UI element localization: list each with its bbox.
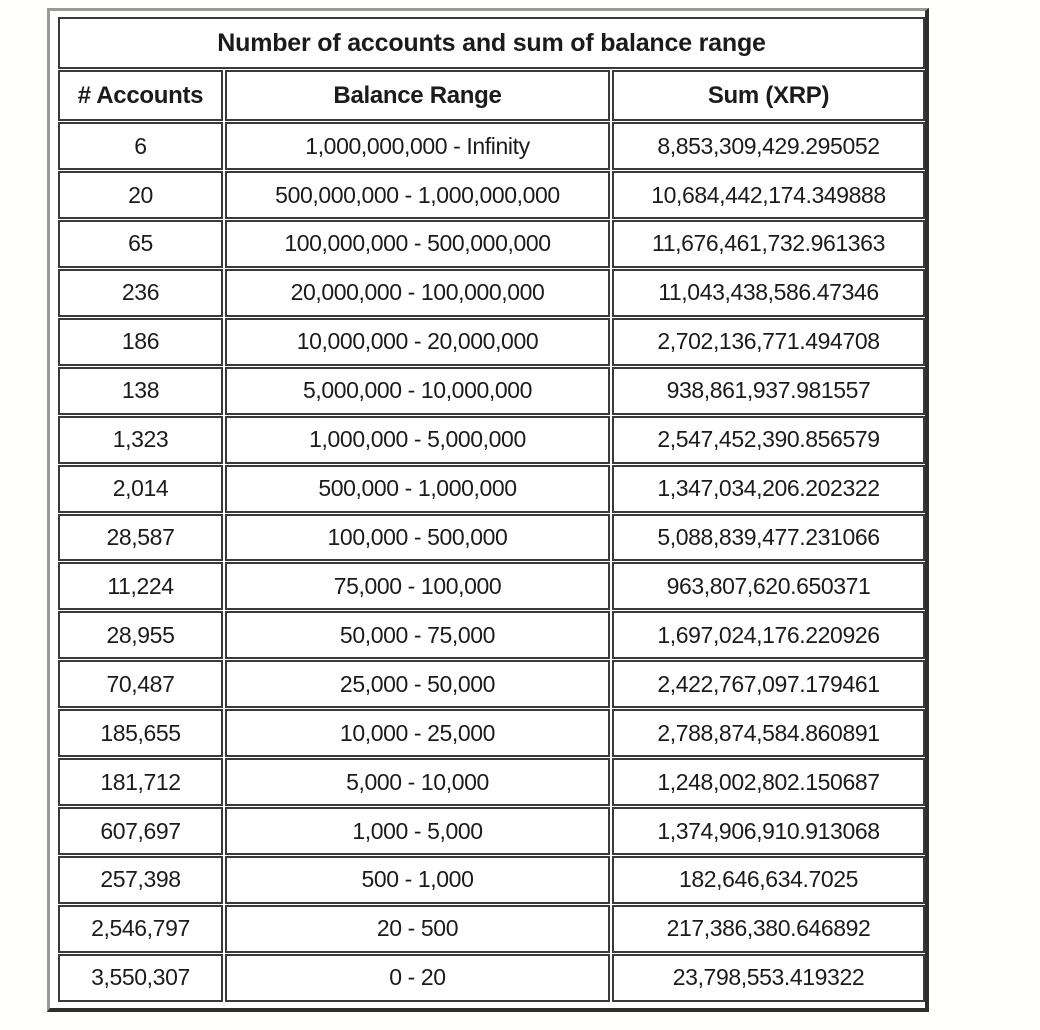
cell-sum: 2,422,767,097.179461 bbox=[612, 660, 925, 708]
table-body bbox=[58, 17, 925, 1002]
cell-balance-range: 1,000 - 5,000 bbox=[225, 807, 610, 855]
cell-accounts: 2,014 bbox=[58, 465, 223, 513]
cell-accounts: 186 bbox=[58, 318, 223, 366]
cell-balance-range: 20 - 500 bbox=[225, 905, 610, 953]
balance-table-frame bbox=[47, 8, 929, 1012]
cell-balance-range: 5,000,000 - 10,000,000 bbox=[225, 367, 610, 415]
cell-sum: 11,676,461,732.961363 bbox=[612, 220, 925, 268]
cell-balance-range: 20,000,000 - 100,000,000 bbox=[225, 269, 610, 317]
table-row bbox=[58, 954, 925, 1002]
table-title: Number of accounts and sum of balance range bbox=[58, 17, 925, 69]
cell-balance-range: 0 - 20 bbox=[225, 954, 610, 1002]
table-row bbox=[58, 269, 925, 317]
table-row bbox=[58, 611, 925, 659]
cell-sum: 2,788,874,584.860891 bbox=[612, 709, 925, 757]
table-row bbox=[58, 856, 925, 904]
cell-accounts: 257,398 bbox=[58, 856, 223, 904]
cell-balance-range: 1,000,000 - 5,000,000 bbox=[225, 416, 610, 464]
table-row bbox=[58, 807, 925, 855]
cell-accounts: 6 bbox=[58, 122, 223, 170]
cell-balance-range: 1,000,000,000 - Infinity bbox=[225, 122, 610, 170]
cell-sum: 11,043,438,586.47346 bbox=[612, 269, 925, 317]
cell-balance-range: 50,000 - 75,000 bbox=[225, 611, 610, 659]
cell-sum: 217,386,380.646892 bbox=[612, 905, 925, 953]
cell-accounts: 70,487 bbox=[58, 660, 223, 708]
balance-distribution-table bbox=[56, 16, 927, 1003]
table-row bbox=[58, 660, 925, 708]
column-header-balance-range: Balance Range bbox=[225, 70, 610, 121]
cell-accounts: 65 bbox=[58, 220, 223, 268]
cell-accounts: 185,655 bbox=[58, 709, 223, 757]
cell-accounts: 20 bbox=[58, 171, 223, 219]
cell-sum: 1,248,002,802.150687 bbox=[612, 758, 925, 806]
table-row bbox=[58, 220, 925, 268]
table-row bbox=[58, 562, 925, 610]
cell-balance-range: 25,000 - 50,000 bbox=[225, 660, 610, 708]
cell-balance-range: 100,000 - 500,000 bbox=[225, 514, 610, 562]
table-row bbox=[58, 905, 925, 953]
column-header-sum: Sum (XRP) bbox=[612, 70, 925, 121]
cell-accounts: 11,224 bbox=[58, 562, 223, 610]
table-row bbox=[58, 514, 925, 562]
cell-balance-range: 500,000 - 1,000,000 bbox=[225, 465, 610, 513]
table-row bbox=[58, 465, 925, 513]
table-row bbox=[58, 367, 925, 415]
cell-balance-range: 500 - 1,000 bbox=[225, 856, 610, 904]
cell-sum: 23,798,553.419322 bbox=[612, 954, 925, 1002]
table-row bbox=[58, 758, 925, 806]
cell-accounts: 28,955 bbox=[58, 611, 223, 659]
table-row bbox=[58, 171, 925, 219]
cell-balance-range: 100,000,000 - 500,000,000 bbox=[225, 220, 610, 268]
cell-accounts: 1,323 bbox=[58, 416, 223, 464]
cell-sum: 1,697,024,176.220926 bbox=[612, 611, 925, 659]
cell-sum: 182,646,634.7025 bbox=[612, 856, 925, 904]
cell-sum: 2,702,136,771.494708 bbox=[612, 318, 925, 366]
table-row bbox=[58, 122, 925, 170]
cell-sum: 1,347,034,206.202322 bbox=[612, 465, 925, 513]
cell-sum: 2,547,452,390.856579 bbox=[612, 416, 925, 464]
cell-sum: 1,374,906,910.913068 bbox=[612, 807, 925, 855]
cell-balance-range: 75,000 - 100,000 bbox=[225, 562, 610, 610]
cell-sum: 10,684,442,174.349888 bbox=[612, 171, 925, 219]
cell-sum: 963,807,620.650371 bbox=[612, 562, 925, 610]
cell-accounts: 607,697 bbox=[58, 807, 223, 855]
table-row bbox=[58, 318, 925, 366]
cell-accounts: 138 bbox=[58, 367, 223, 415]
table-row bbox=[58, 709, 925, 757]
cell-sum: 938,861,937.981557 bbox=[612, 367, 925, 415]
cell-balance-range: 10,000 - 25,000 bbox=[225, 709, 610, 757]
column-header-accounts: # Accounts bbox=[58, 70, 223, 121]
cell-accounts: 3,550,307 bbox=[58, 954, 223, 1002]
cell-sum: 5,088,839,477.231066 bbox=[612, 514, 925, 562]
cell-accounts: 236 bbox=[58, 269, 223, 317]
cell-balance-range: 10,000,000 - 20,000,000 bbox=[225, 318, 610, 366]
table-row bbox=[58, 416, 925, 464]
cell-sum: 8,853,309,429.295052 bbox=[612, 122, 925, 170]
cell-accounts: 28,587 bbox=[58, 514, 223, 562]
cell-accounts: 181,712 bbox=[58, 758, 223, 806]
cell-balance-range: 5,000 - 10,000 bbox=[225, 758, 610, 806]
table-title-row bbox=[58, 17, 925, 69]
cell-balance-range: 500,000,000 - 1,000,000,000 bbox=[225, 171, 610, 219]
table-header-row bbox=[58, 70, 925, 121]
cell-accounts: 2,546,797 bbox=[58, 905, 223, 953]
